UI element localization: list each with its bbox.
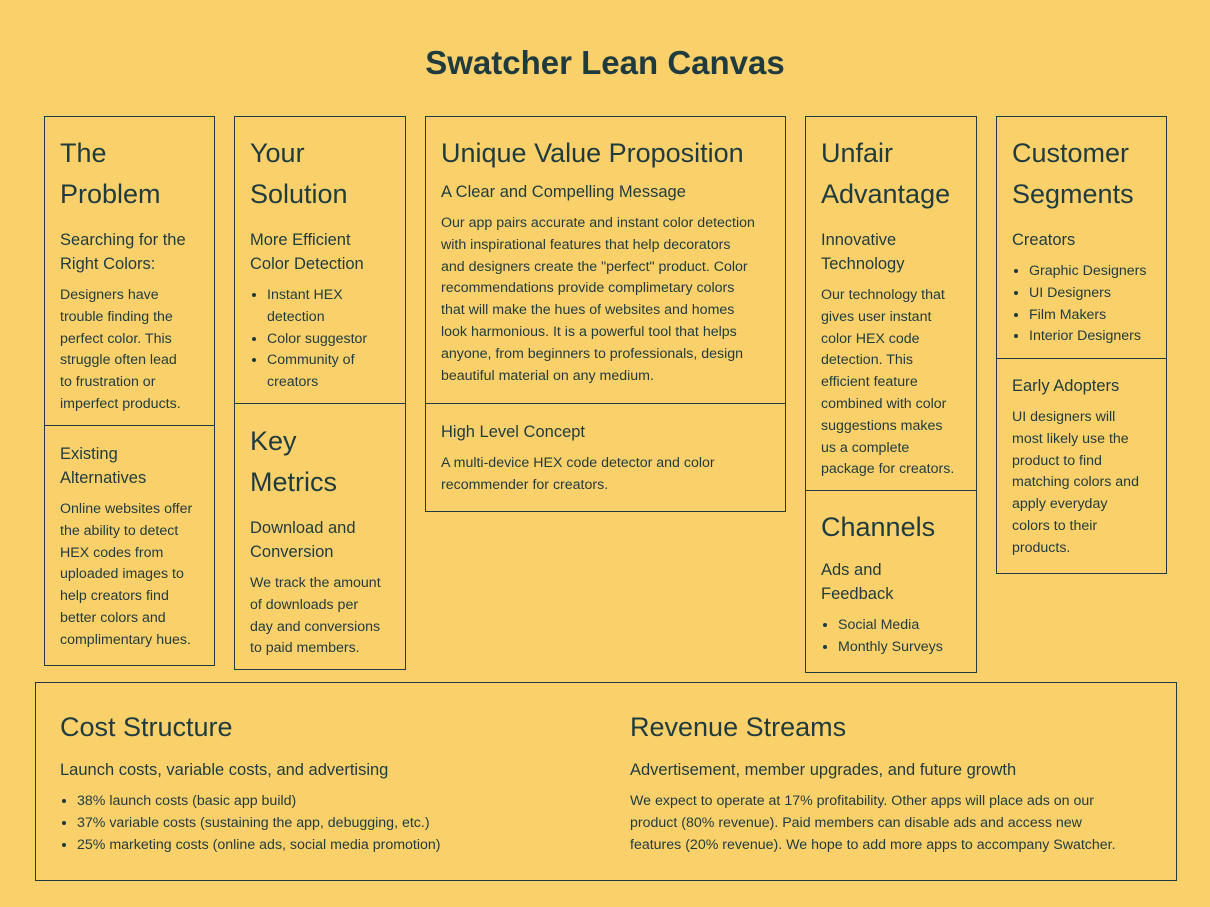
channels-subheading: Ads and Feedback [821, 561, 894, 603]
key-metrics-heading: Key Metrics [250, 426, 337, 497]
customer-segments-heading: Customer Segments [1012, 138, 1134, 209]
key-metrics-body: We track the amount of downloads per day and conversions to paid members. [250, 575, 381, 657]
solution-box [234, 116, 406, 670]
unfair-advantage-body: Our technology that gives user instant color HEX code detection. This efficient feature combined with color suggestions makes us a complete package for creators. [821, 287, 955, 478]
uvp-box [425, 116, 786, 512]
existing-alternatives-heading: Existing Alternatives [60, 445, 147, 487]
customer-segments-subheading: Creators [1012, 231, 1076, 249]
unfair-advantage-box [805, 116, 977, 673]
problem-subheading: Searching for the Right Colors: [60, 231, 186, 273]
list-item: • Interior Designers [1029, 326, 1156, 348]
revenue-streams-body: We expect to operate at 17% profitability. Other apps will place ads on our product (80% revenue). Paid members can disable ads and access new features (20% revenue). We hope to add more apps to accompany Swatcher. [630, 793, 1116, 853]
list-item: • 38% launch costs (basic app build) [77, 791, 600, 813]
list-item: • Monthly Surveys [838, 637, 966, 659]
key-metrics-subheading: Download and Conversion [250, 519, 356, 561]
cost-structure-heading: Cost Structure [60, 712, 233, 742]
uvp-heading: Unique Value Proposition [441, 138, 744, 168]
revenue-streams-subheading: Advertisement, member upgrades, and future growth [630, 761, 1017, 779]
list-item: • 25% marketing costs (online ads, social media promotion) [77, 835, 600, 857]
high-level-concept-body: A multi-device HEX code detector and color recommender for creators. [441, 455, 715, 493]
channels-heading: Channels [821, 512, 936, 542]
divider [426, 403, 785, 404]
customer-segments-box [996, 116, 1167, 574]
unfair-advantage-heading: Unfair Advantage [821, 138, 951, 209]
cost-structure-subheading: Launch costs, variable costs, and advertising [60, 761, 389, 779]
existing-alternatives-body: Online websites offer the ability to detect HEX codes from uploaded images to help creators find better colors and complimentary hues. [60, 501, 193, 648]
list-item: • Color suggestor [267, 329, 395, 351]
solution-heading: Your Solution [250, 138, 348, 209]
early-adopters-body: UI designers will most likely use the product to find matching colors and apply everyday colors to their products. [1012, 409, 1139, 556]
divider [45, 425, 214, 426]
divider [997, 358, 1166, 359]
list-item: • Graphic Designers [1029, 261, 1156, 283]
uvp-subheading: A Clear and Compelling Message [441, 183, 686, 201]
list-item: • Film Makers [1029, 305, 1156, 327]
problem-box [44, 116, 215, 666]
solution-subheading: More Efficient Color Detection [250, 231, 364, 273]
unfair-advantage-subheading: Innovative Technology [821, 231, 905, 273]
list-item: • UI Designers [1029, 283, 1156, 305]
cost-structure-list [60, 791, 600, 856]
divider [806, 490, 976, 491]
page-title: Swatcher Lean Canvas [425, 44, 785, 81]
list-item: • Social Media [838, 615, 966, 637]
list-item: • Community of creators [267, 350, 395, 394]
problem-heading: The Problem [60, 138, 161, 209]
divider [235, 403, 405, 404]
uvp-body: Our app pairs accurate and instant color detection with inspirational features that help decorators and designers create the "perfect" product. Color recommendations provide complimetary colors that will make the hues of websites and homes look harmonious. It is a powerful tool that helps anyone, from beginners to professionals, design beautiful material on any medium. [441, 215, 755, 384]
revenue-streams-heading: Revenue Streams [630, 712, 847, 742]
list-item: • 37% variable costs (sustaining the app, debugging, etc.) [77, 813, 600, 835]
early-adopters-heading: Early Adopters [1012, 377, 1120, 395]
channels-list [821, 615, 966, 659]
bottom-box [35, 682, 1177, 881]
list-item: • Instant HEX detection [267, 285, 395, 329]
solution-list [250, 285, 395, 394]
customer-segments-list [1012, 261, 1156, 348]
problem-body: Designers have trouble finding the perfect color. This struggle often lead to frustration or imperfect products. [60, 287, 181, 412]
high-level-concept-heading: High Level Concept [441, 423, 586, 441]
